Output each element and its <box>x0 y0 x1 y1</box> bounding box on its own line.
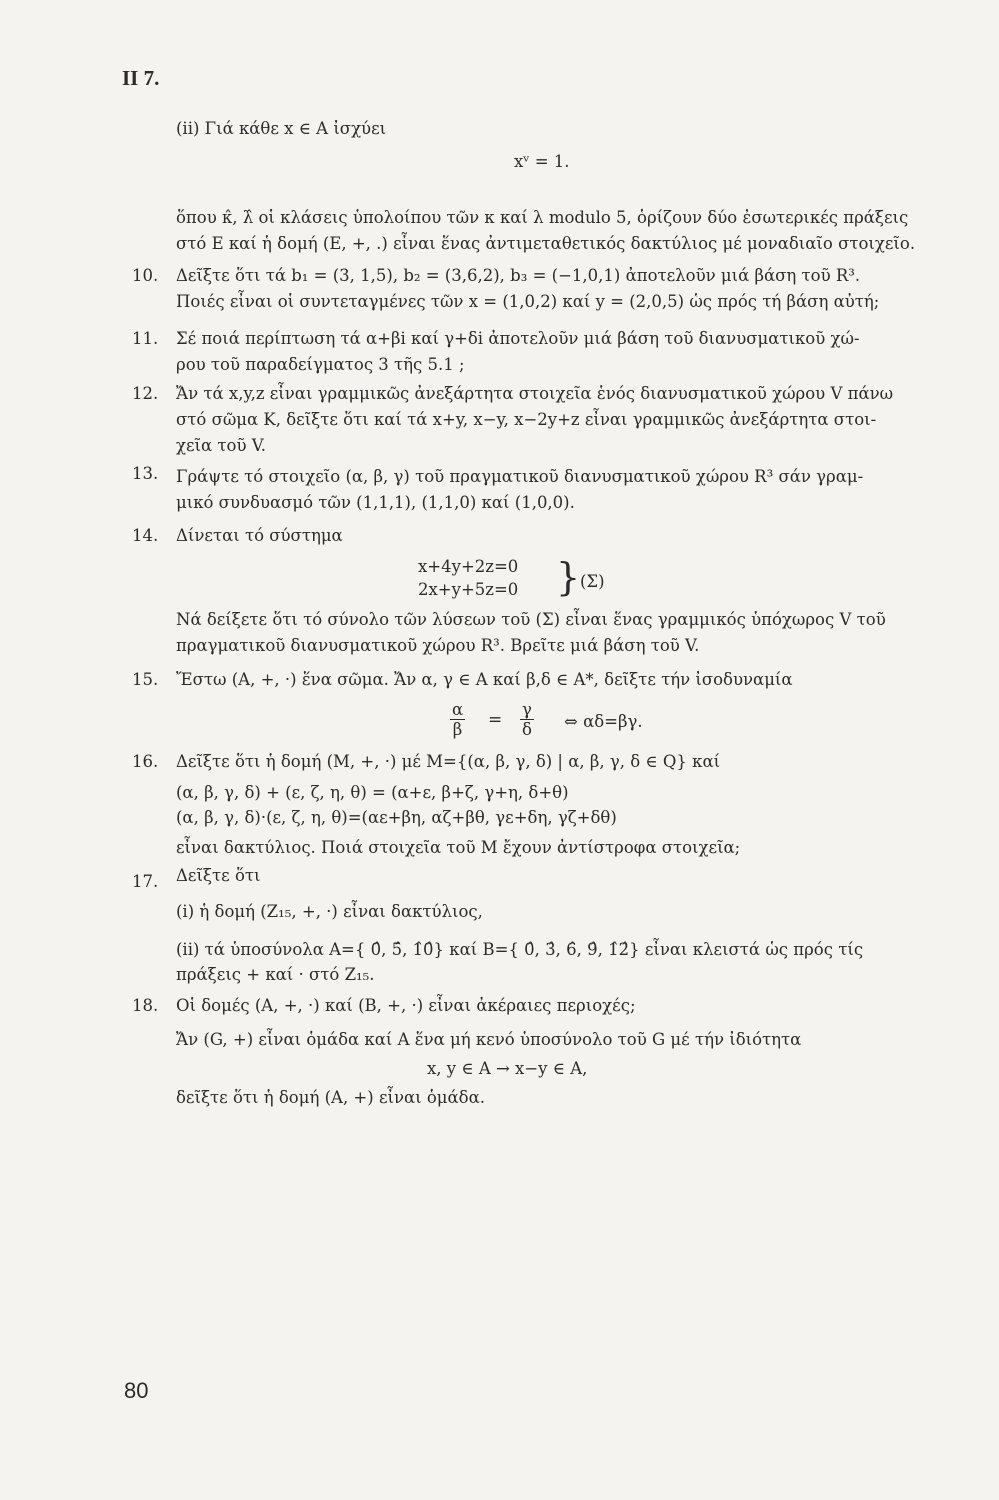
fraction-1-denominator: β <box>452 720 463 739</box>
exercise-18-line-1: Οἱ δομές (A, +, ·) καί (B, +, ·) εἶναι ἀκέραιες περιοχές; <box>176 996 636 1015</box>
exercise-16-line-4: εἶναι δακτύλιος. Ποιά στοιχεῖα τοῦ M ἔχουν ἀντίστροφα στοιχεῖα; <box>176 838 741 857</box>
exercise-number-15: 15. <box>132 670 159 689</box>
fraction-gamma-delta <box>520 700 534 739</box>
exercise-10-line-1: Δεῖξτε ὅτι τά b₁ = (3, 1,5), b₂ = (3,6,2), b₃ = (−1,0,1) ἀποτελοῦν μιά βάση τοῦ R³. <box>176 266 861 285</box>
equivalence-statement: ⇔ αδ=βγ. <box>564 712 643 731</box>
section-header: II 7. <box>122 66 160 90</box>
exercise-16-line-1: Δεῖξτε ὅτι ἡ δομή (M, +, ·) μέ M={(α, β, γ, δ) | α, β, γ, δ ∈ Q} καί <box>176 752 721 771</box>
system-equation-2: 2x+y+5z=0 <box>418 580 519 599</box>
exercise-12-line-3: χεῖα τοῦ V. <box>176 436 267 455</box>
system-equation-1: x+4y+2z=0 <box>418 557 519 576</box>
exercise-number-17: 17. <box>132 872 159 891</box>
item-ii-line-2: στό E καί ἡ δομή (E, +, .) εἶναι ἕνας ἀντιμεταθετικός δακτύλιος μέ μοναδιαῖο στοιχεῖο. <box>176 234 916 253</box>
exercise-number-11: 11. <box>132 329 159 348</box>
item-ii-equation: xᵛ = 1. <box>514 152 570 171</box>
system-label: (Σ) <box>580 572 605 591</box>
equals-sign: = <box>488 710 503 730</box>
exercise-17-line-2: (i) ἡ δομή (Z₁₅, +, ·) εἶναι δακτύλιος, <box>176 902 483 921</box>
exercise-17-line-1: Δεῖξτε ὅτι <box>176 866 261 885</box>
exercise-number-18: 18. <box>132 996 159 1015</box>
exercise-18-line-4: δεῖξτε ὅτι ἡ δομή (A, +) εἶναι ὁμάδα. <box>176 1088 485 1107</box>
exercise-17-line-3: (ii) τά ὑποσύνολα A={ 0̂, 5̂, 1̂0̂} καί B={ 0̂, 3̂, 6̂, 9̂, 1̂2̂} εἶναι κλειστά ὡς πρός τίς <box>176 940 864 959</box>
fraction-alpha-beta <box>450 700 465 739</box>
fraction-1-numerator: α <box>452 700 464 719</box>
exercise-12-line-1: Ἄν τά x,y,z εἶναι γραμμικῶς ἀνεξάρτητα στοιχεῖα ἑνός διανυσματικοῦ χώρου V πάνω <box>176 384 894 403</box>
exercise-number-13: 13. <box>132 464 159 483</box>
exercise-16-line-3: (α, β, γ, δ)·(ε, ζ, η, θ)=(αε+βη, αζ+βθ, γε+δη, γζ+δθ) <box>176 808 617 827</box>
fraction-2-numerator: γ <box>520 700 534 720</box>
exercise-11-line-1: Σέ ποιά περίπτωση τά α+βi καί γ+δi ἀποτελοῦν μιά βάση τοῦ διανυσματικοῦ χώ- <box>176 329 860 348</box>
exercise-18-line-2: Ἄν (G, +) εἶναι ὁμάδα καί A ἕνα μή κενό ὑποσύνολο τοῦ G μέ τήν ἰδιότητα <box>176 1030 802 1049</box>
exercise-14-line-1: Δίνεται τό σύστημα <box>176 526 343 545</box>
exercise-number-14: 14. <box>132 526 159 545</box>
exercise-13-line-1: Γράψτε τό στοιχεῖο (α, β, γ) τοῦ πραγματικοῦ διανυσματικοῦ χώρου R³ σάν γραμ- <box>176 467 864 486</box>
exercise-16-line-2: (α, β, γ, δ) + (ε, ζ, η, θ) = (α+ε, β+ζ, γ+η, δ+θ) <box>176 783 569 802</box>
item-ii-text: (ii) Γιά κάθε x ∈ A ἰσχύει <box>176 119 387 138</box>
right-brace-icon: } <box>556 555 581 599</box>
item-ii-line-1: ὅπου κ̂, λ̂ οἱ κλάσεις ὑπολοίπου τῶν κ καί λ modulo 5, ὁρίζουν δύο ἐσωτερικές πράξεις <box>176 208 909 227</box>
exercise-10-line-2: Ποιές εἶναι οἱ συντεταγμένες τῶν x = (1,0,2) καί y = (2,0,5) ὡς πρός τή βάση αὐτή; <box>176 292 880 311</box>
exercise-18-condition: x, y ∈ A → x−y ∈ A, <box>427 1059 588 1078</box>
exercise-13-line-2: μικό συνδυασμό τῶν (1,1,1), (1,1,0) καί (1,0,0). <box>176 493 575 512</box>
exercise-14-line-2: Νά δείξετε ὅτι τό σύνολο τῶν λύσεων τοῦ (Σ) εἶναι ἕνας γραμμικός ὑπόχωρος V τοῦ <box>176 610 886 629</box>
exercise-11-line-2: ρου τοῦ παραδείγματος 3 τῆς 5.1 ; <box>176 355 465 374</box>
exercise-number-12: 12. <box>132 384 159 403</box>
exercise-14-line-3: πραγματικοῦ διανυσματικοῦ χώρου R³. Βρεῖτε μιά βάση τοῦ V. <box>176 636 700 655</box>
fraction-2-denominator: δ <box>522 720 532 739</box>
exercise-number-10: 10. <box>132 266 159 285</box>
exercise-number-16: 16. <box>132 752 159 771</box>
exercise-17-line-4: πράξεις + καί · στό Z₁₅. <box>176 965 375 984</box>
exercise-12-line-2: στό σῶμα K, δεῖξτε ὅτι καί τά x+y, x−y, x−2y+z εἶναι γραμμικῶς ἀνεξάρτητα στοι- <box>176 410 877 429</box>
page-number: 80 <box>124 1378 149 1403</box>
exercise-15-line-1: Ἔστω (A, +, ·) ἕνα σῶμα. Ἄν α, γ ∈ A καί β,δ ∈ A*, δεῖξτε τήν ἰσοδυναμία <box>176 670 793 689</box>
